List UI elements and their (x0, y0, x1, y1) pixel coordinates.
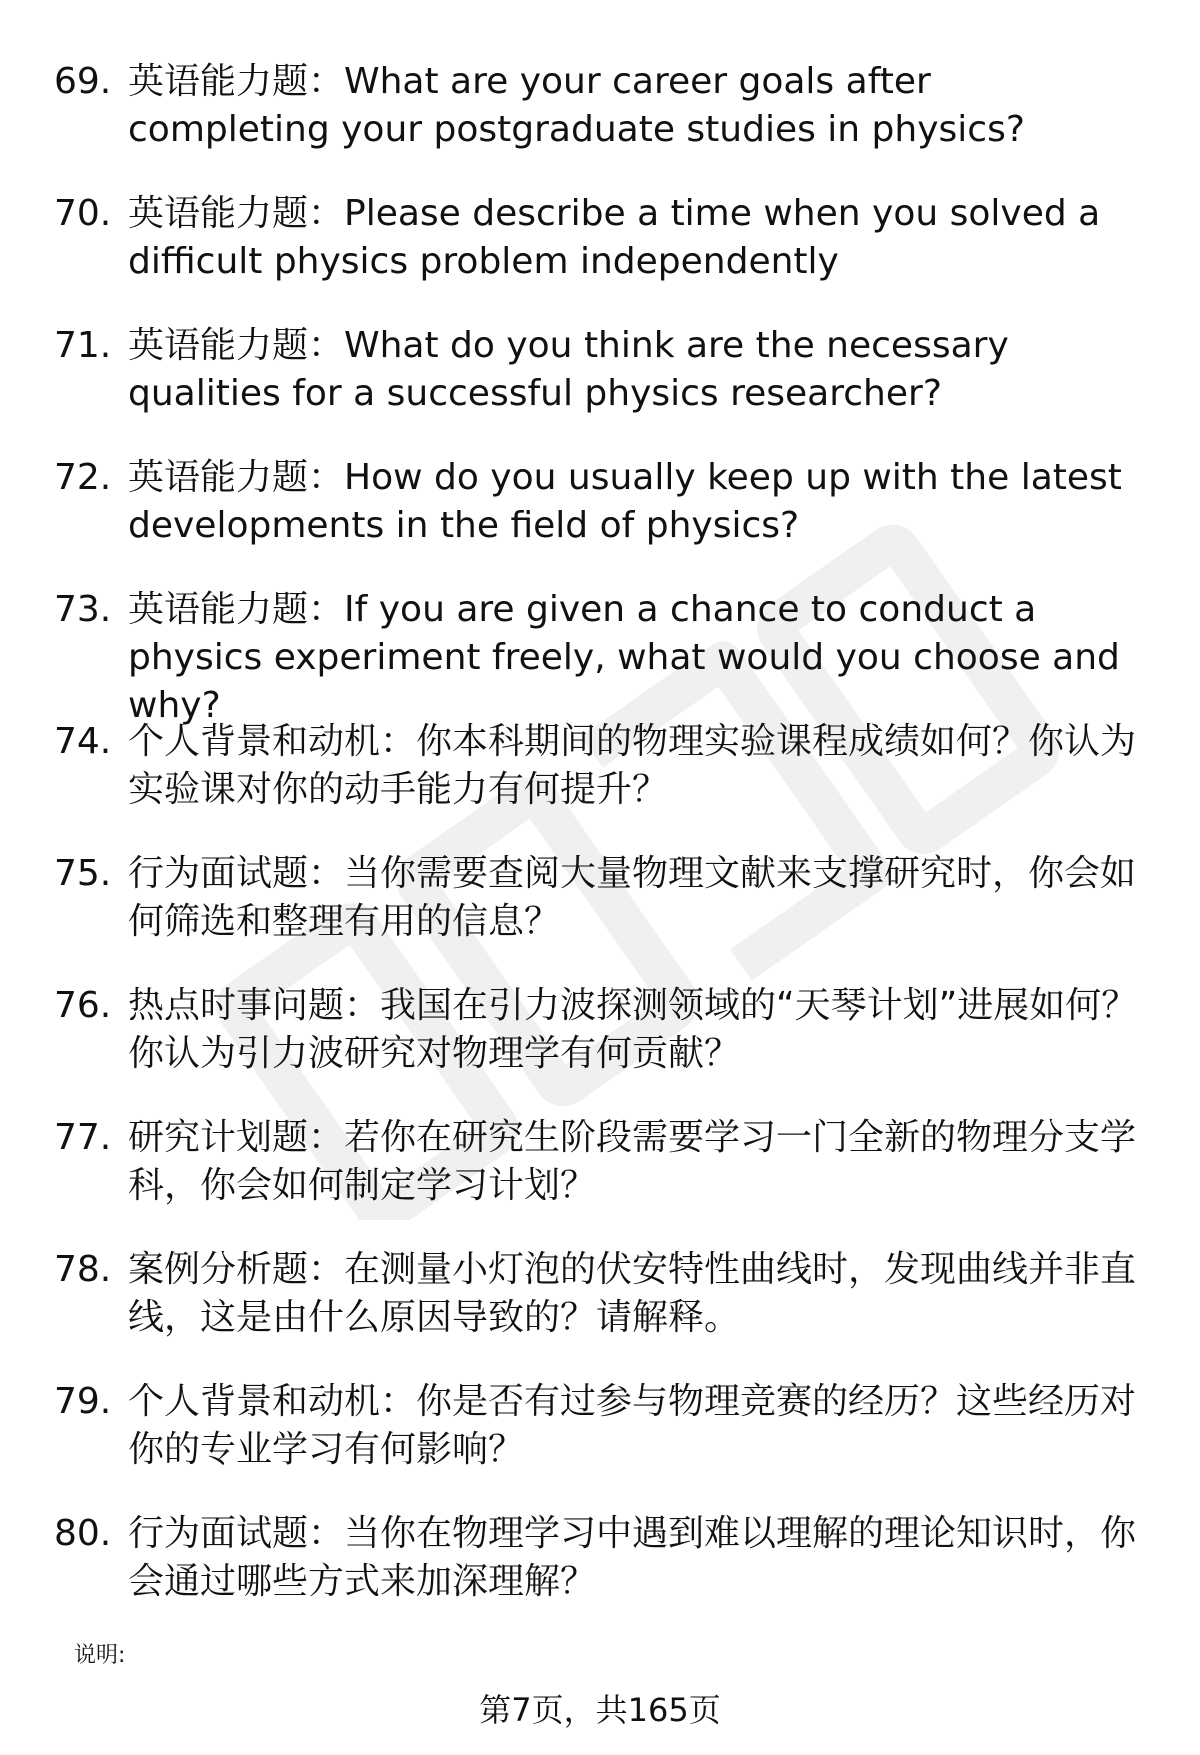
question-item (0, 850, 1200, 982)
question-item (0, 586, 1200, 726)
question-text: 行为面试题：当你需要查阅大量物理文献来支撑研究时，你会如何筛选和整理有用的信息？ (128, 853, 1137, 942)
question-item (0, 982, 1200, 1114)
question-item (0, 1378, 1200, 1510)
note-label: 说明: (74, 1643, 126, 1668)
question-text: 英语能力题：How do you usually keep up with the latest developments in the field of physics? (128, 457, 1122, 546)
question-text: 研究计划题：若你在研究生阶段需要学习一门全新的物理分支学科，你会如何制定学习计划？ (128, 1117, 1137, 1206)
question-item (0, 1246, 1200, 1378)
question-text: 行为面试题：当你在物理学习中遇到难以理解的理论知识时，你会通过哪些方式来加深理解？ (128, 1513, 1137, 1602)
question-item (0, 454, 1200, 586)
question-number: 74. (54, 721, 112, 762)
question-number: 75. (54, 853, 112, 894)
question-number: 70. (54, 193, 112, 234)
question-text: 英语能力题：What are your career goals after completing your postgraduate studies in physics? (128, 61, 1025, 150)
question-text: 英语能力题：Please describe a time when you solved a difficult physics problem independently (128, 193, 1101, 282)
question-item (0, 1510, 1200, 1642)
question-item (0, 1114, 1200, 1246)
question-text: 个人背景和动机：你本科期间的物理实验课程成绩如何？你认为实验课对你的动手能力有何提升？ (128, 721, 1137, 810)
question-text: 热点时事问题：我国在引力波探测领域的“天琴计划”进展如何？你认为引力波研究对物理学有何贡献？ (128, 985, 1138, 1074)
question-number: 69. (54, 61, 112, 102)
question-number: 80. (54, 1513, 112, 1554)
question-text: 英语能力题：If you are given a chance to conduct a physics experiment freely, what would you choose and why? (128, 589, 1120, 726)
question-number: 79. (54, 1381, 112, 1422)
question-item (0, 58, 1200, 190)
question-number: 72. (54, 457, 112, 498)
question-number: 77. (54, 1117, 112, 1158)
question-text: 英语能力题：What do you think are the necessary qualities for a successful physics researcher? (128, 325, 1009, 414)
question-number: 78. (54, 1249, 112, 1290)
question-text: 个人背景和动机：你是否有过参与物理竞赛的经历？这些经历对你的专业学习有何影响？ (128, 1381, 1137, 1470)
question-text: 案例分析题：在测量小灯泡的伏安特性曲线时，发现曲线并非直线，这是由什么原因导致的？请解释。 (128, 1249, 1137, 1338)
page-footer: 第7页，共165页 (479, 1691, 721, 1729)
question-number: 71. (54, 325, 112, 366)
question-list (0, 58, 1200, 1642)
question-item (0, 190, 1200, 322)
question-item (0, 718, 1200, 850)
question-number: 73. (54, 589, 112, 630)
question-number: 76. (54, 985, 112, 1026)
question-item (0, 322, 1200, 454)
